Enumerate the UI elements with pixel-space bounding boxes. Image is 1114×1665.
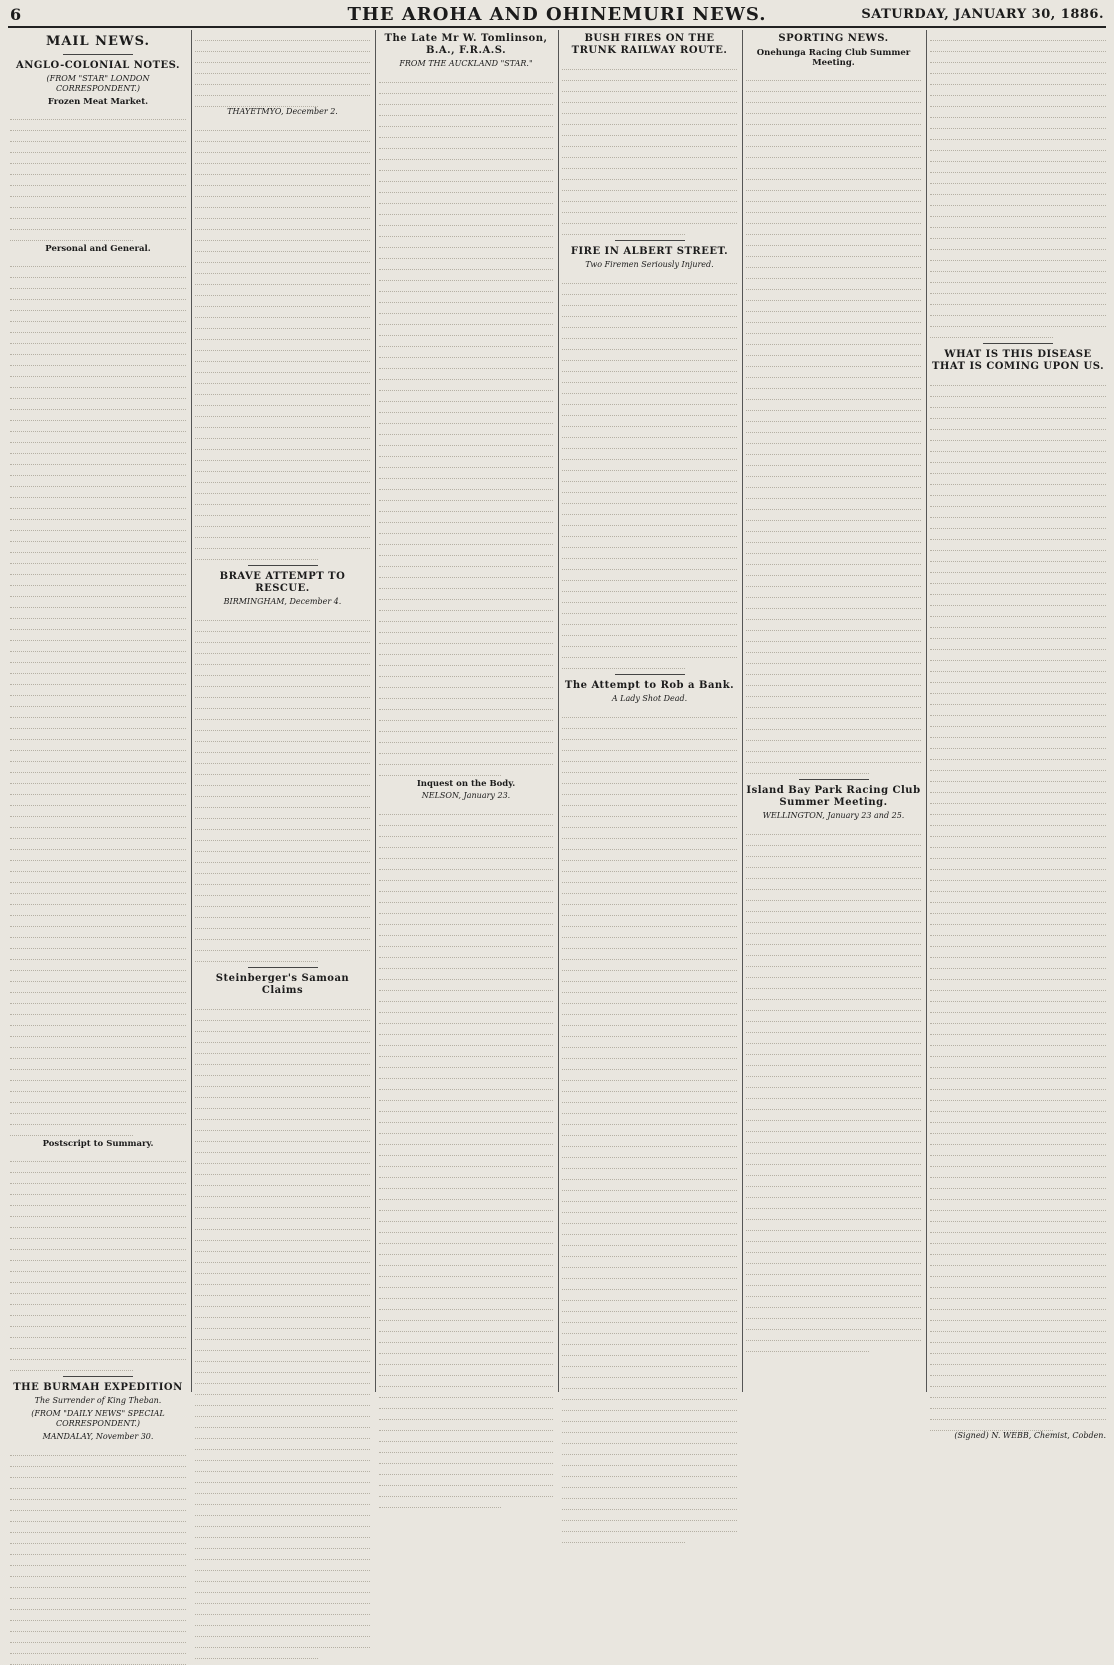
mail-news-heading: MAIL NEWS. xyxy=(45,34,151,49)
disease-heading: WHAT IS THIS DISEASE THAT IS COMING UPON US. xyxy=(931,349,1105,372)
brave-attempt-heading: BRAVE ATTEMPT TO RESCUE. xyxy=(219,571,346,594)
sporting-news-heading: SPORTING NEWS. xyxy=(778,33,889,44)
text-block xyxy=(10,109,186,241)
divider xyxy=(983,343,1053,344)
column-3 xyxy=(379,30,553,1390)
text-block xyxy=(746,824,921,1352)
burmah-dateline: MANDALAY, November 30. xyxy=(42,1432,154,1441)
burmah-heading: THE BURMAH EXPEDITION xyxy=(13,1382,183,1393)
column-4 xyxy=(562,30,737,1390)
divider xyxy=(799,779,869,780)
wellington-dateline: WELLINGTON, January 23 and 25. xyxy=(762,811,905,820)
issue-date: SATURDAY, JANUARY 30, 1886. xyxy=(861,7,1104,22)
divider xyxy=(63,1376,133,1377)
divider xyxy=(615,674,685,675)
burmah-source: (FROM "DAILY NEWS" SPECIAL CORRESPONDENT.) xyxy=(31,1409,165,1428)
text-block xyxy=(195,120,370,560)
albert-street-fire-heading: FIRE IN ALBERT STREET. xyxy=(570,246,729,257)
text-block xyxy=(195,610,370,962)
frozen-meat-heading: Frozen Meat Market. xyxy=(47,97,149,107)
burmah-subheading: The Surrender of King Theban. xyxy=(34,1396,162,1405)
page-number: 6 xyxy=(10,5,22,24)
text-block xyxy=(195,30,370,107)
thayetmyo-dateline: THAYETMYO, December 2. xyxy=(227,107,338,116)
bank-robbery-heading: The Attempt to Rob a Bank. xyxy=(564,680,735,691)
text-block xyxy=(562,273,737,669)
column-2 xyxy=(195,30,370,1390)
column-6 xyxy=(930,30,1106,1440)
tomlinson-heading: The Late Mr W. Tomlinson, B.A., F.R.A.S. xyxy=(384,33,548,56)
column-rule xyxy=(191,30,192,1392)
divider xyxy=(615,240,685,241)
tomlinson-source: FROM THE AUCKLAND "STAR." xyxy=(399,59,533,68)
column-rule xyxy=(926,30,927,1392)
steinberger-heading: Steinberger's Samoan Claims xyxy=(215,973,350,996)
text-block xyxy=(10,256,186,1136)
divider xyxy=(63,54,133,55)
chemist-signature: (Signed) N. WEBB, Chemist, Cobden. xyxy=(954,1431,1106,1440)
personal-general-heading: Personal and General. xyxy=(45,244,151,254)
albert-street-fire-subheading: Two Firemen Seriously Injured. xyxy=(585,260,714,269)
text-block xyxy=(930,375,1106,1431)
text-block xyxy=(562,707,737,1543)
column-rule xyxy=(375,30,376,1392)
text-block xyxy=(562,59,737,235)
postscript-heading: Postscript to Summary. xyxy=(42,1139,154,1149)
birmingham-dateline: BIRMINGHAM, December 4. xyxy=(223,597,342,606)
divider xyxy=(248,565,318,566)
column-5 xyxy=(746,30,921,1390)
text-block xyxy=(930,30,1106,338)
column-rule xyxy=(558,30,559,1392)
onehunga-heading: Onehunga Racing Club Summer Meeting. xyxy=(756,48,911,68)
nelson-dateline: NELSON, January 23. xyxy=(421,791,511,800)
bush-fires-heading: BUSH FIRES ON THE TRUNK RAILWAY ROUTE. xyxy=(571,33,728,56)
bank-robbery-subheading: A Lady Shot Dead. xyxy=(611,694,688,703)
column-1 xyxy=(10,30,186,1441)
paper-title: THE AROHA AND OHINEMURI NEWS. xyxy=(347,4,767,25)
anglo-colonial-heading: ANGLO-COLONIAL NOTES. xyxy=(16,60,180,71)
text-block xyxy=(10,1445,186,1665)
island-bay-heading: Island Bay Park Racing Club Summer Meeting. xyxy=(746,785,921,808)
masthead xyxy=(8,4,1106,28)
anglo-colonial-source: (FROM "STAR" LONDON CORRESPONDENT.) xyxy=(46,74,150,93)
divider xyxy=(248,967,318,968)
inquest-heading: Inquest on the Body. xyxy=(416,779,516,789)
text-block xyxy=(746,70,921,774)
column-rule xyxy=(742,30,743,1392)
text-block xyxy=(379,804,553,1508)
text-block xyxy=(379,72,553,776)
text-block xyxy=(195,999,370,1659)
text-block xyxy=(10,1151,186,1371)
